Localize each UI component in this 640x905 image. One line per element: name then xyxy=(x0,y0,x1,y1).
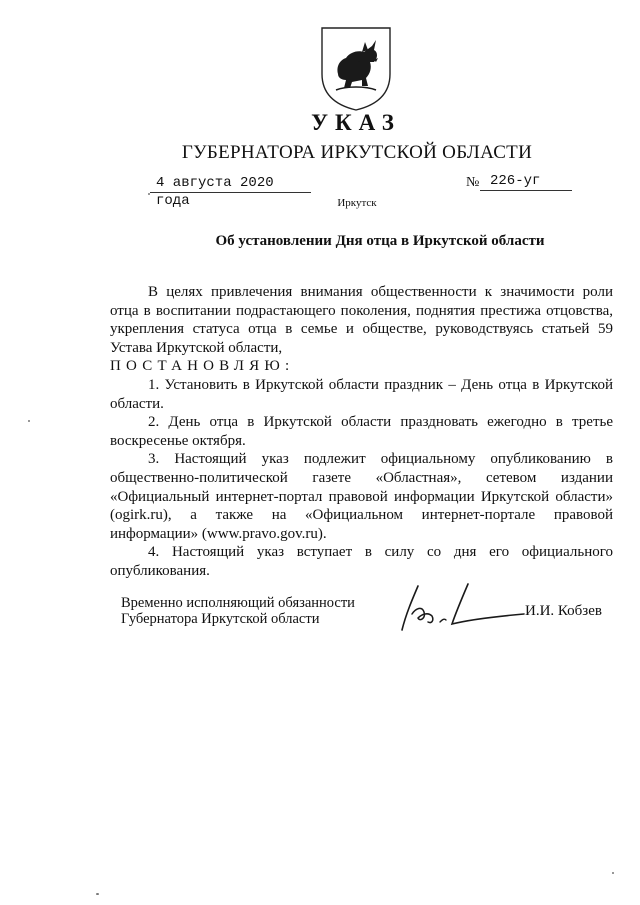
decree-word: ПОСТАНОВЛЯЮ: xyxy=(110,358,295,375)
decree-body xyxy=(110,283,613,581)
signatory-position xyxy=(121,595,381,627)
scan-speck xyxy=(28,420,30,422)
decree-item-4: 4. Настоящий указ вступает в силу со дня его официального опубликования. xyxy=(110,544,613,579)
decree-item-1: 1. Установить в Иркутской области праздник – День отца в Иркутской области. xyxy=(110,376,613,412)
scan-speck xyxy=(612,872,614,874)
decree-heading: Об установлении Дня отца в Иркутской области xyxy=(215,233,545,249)
preamble-paragraph: В целях привлечения внимания общественности к значимости роли отца в воспитании подрастающего поколения, поднятия престижа отцовства, укрепления статуса отца в семье и обществе, руководствуясь статьей 59 Устава Иркутской области, xyxy=(110,284,613,356)
document-subtitle: ГУБЕРНАТОРА ИРКУТСКОЙ ОБЛАСТИ xyxy=(181,142,533,163)
decree-item-2: 2. День отца в Иркутской области праздновать ежегодно в третье воскресенье октября. xyxy=(110,414,613,449)
decree-city: Иркутск xyxy=(337,197,377,209)
signatory-position-line-2: Губернатора Иркутской области xyxy=(121,611,320,627)
scan-speck xyxy=(96,893,99,895)
scan-speck xyxy=(148,193,150,195)
signatory-position-line-1: Временно исполняющий обязанности xyxy=(121,595,355,611)
signatory-name: И.И. Кобзев xyxy=(525,603,602,619)
decree-date: 4 августа 2020 года xyxy=(150,174,311,193)
decree-item-3: 3. Настоящий указ подлежит официальному опубликованию в общественно-политической газете «Областная», сетевом издании «Официальный интернет-портал правовой информации Иркутской области» (ogirk.ru), а также на «Официальном интернет-портале правовой информации» (www.pravo.gov.ru). xyxy=(110,451,613,542)
decree-number: 226-уг xyxy=(480,172,572,191)
handwritten-signature-icon xyxy=(398,580,528,636)
number-sign: № xyxy=(466,175,480,190)
document-title: УКАЗ xyxy=(311,110,401,135)
irkutsk-coat-of-arms-icon xyxy=(316,22,396,114)
